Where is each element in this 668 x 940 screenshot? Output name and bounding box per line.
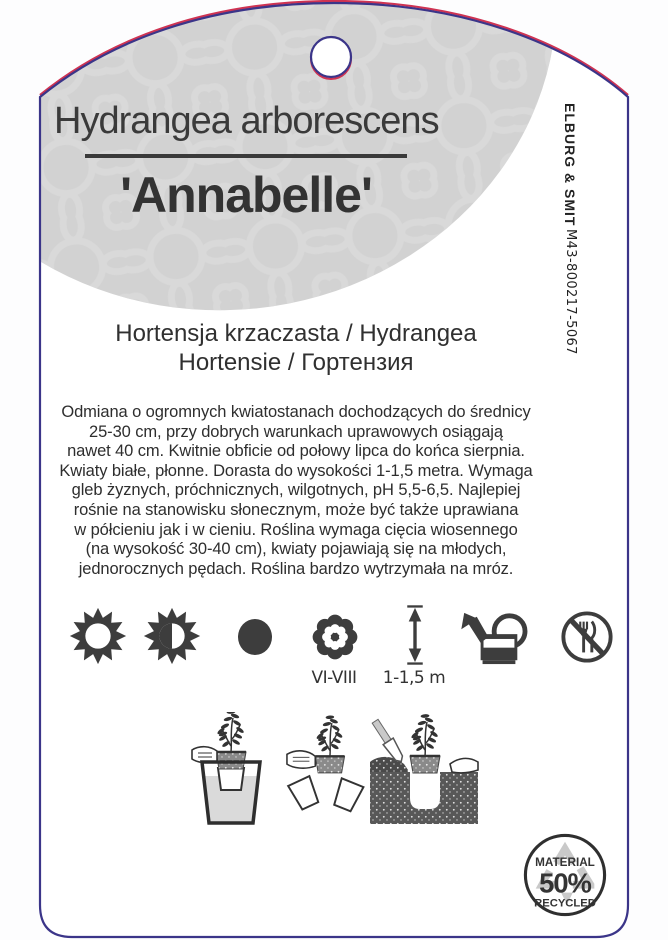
description-text: Odmiana o ogromnych kwiatostanach dochodzących do średnicy 25-30 cm, przy dobrych warunkach uprawowych osiągają nawet 40 cm. Kwitnie obficie od połowy lipca do końca sierpnia. Kwiaty białe, płonne. Dorasta do wysokości 1-1,5 metra. Wymaga gleb żyznych, próchnicznych, wilgotnych, pH 5,5-6,5. Najlepiej rośnie na stanowisku słonecznym, może być także uprawiana w półcieniu jak i w cieniu. Roślina wymaga cięcia wiosennego (na wysokość 30-40 cm), kwiaty pojawiają się na młodych, jednorocznych pędach. Roślina bardzo wytrzymała na mróz.	[59, 403, 533, 578]
badge-material-label: MATERIAL	[535, 856, 595, 870]
punch-hole	[311, 37, 351, 79]
species-title: Hydrangea arborescens	[54, 100, 439, 142]
soak-pot-pictogram	[190, 712, 272, 826]
not-edible-icon	[560, 610, 614, 664]
cultivar-title: 'Annabelle'	[120, 167, 372, 223]
common-names-line2: Hortensie / Гортензия	[178, 349, 414, 376]
producer-name: ELBURG & SMIT	[562, 103, 578, 227]
product-code: M43-800217-5067	[563, 229, 578, 356]
planting-pictogram	[368, 710, 480, 826]
common-names	[40, 319, 552, 377]
flowering-period-label: VI-VIII	[311, 668, 357, 688]
recycled-badge	[522, 832, 608, 918]
height-icon	[402, 605, 428, 665]
badge-recycled-label: RECYCLED	[534, 897, 596, 910]
common-names-line1: Hortensja krzaczasta / Hydrangea	[115, 320, 477, 347]
partial-shade-icon	[142, 606, 202, 666]
side-vertical-text	[562, 103, 578, 356]
watering-can-icon	[458, 610, 538, 666]
badge-percent-label: 50%	[539, 867, 591, 899]
flower-icon	[308, 610, 362, 664]
full-sun-icon	[68, 606, 128, 666]
shade-icon	[237, 618, 273, 656]
height-label: 1-1,5 m	[382, 668, 446, 688]
remove-pot-pictogram	[285, 712, 367, 826]
title-divider	[85, 154, 407, 158]
